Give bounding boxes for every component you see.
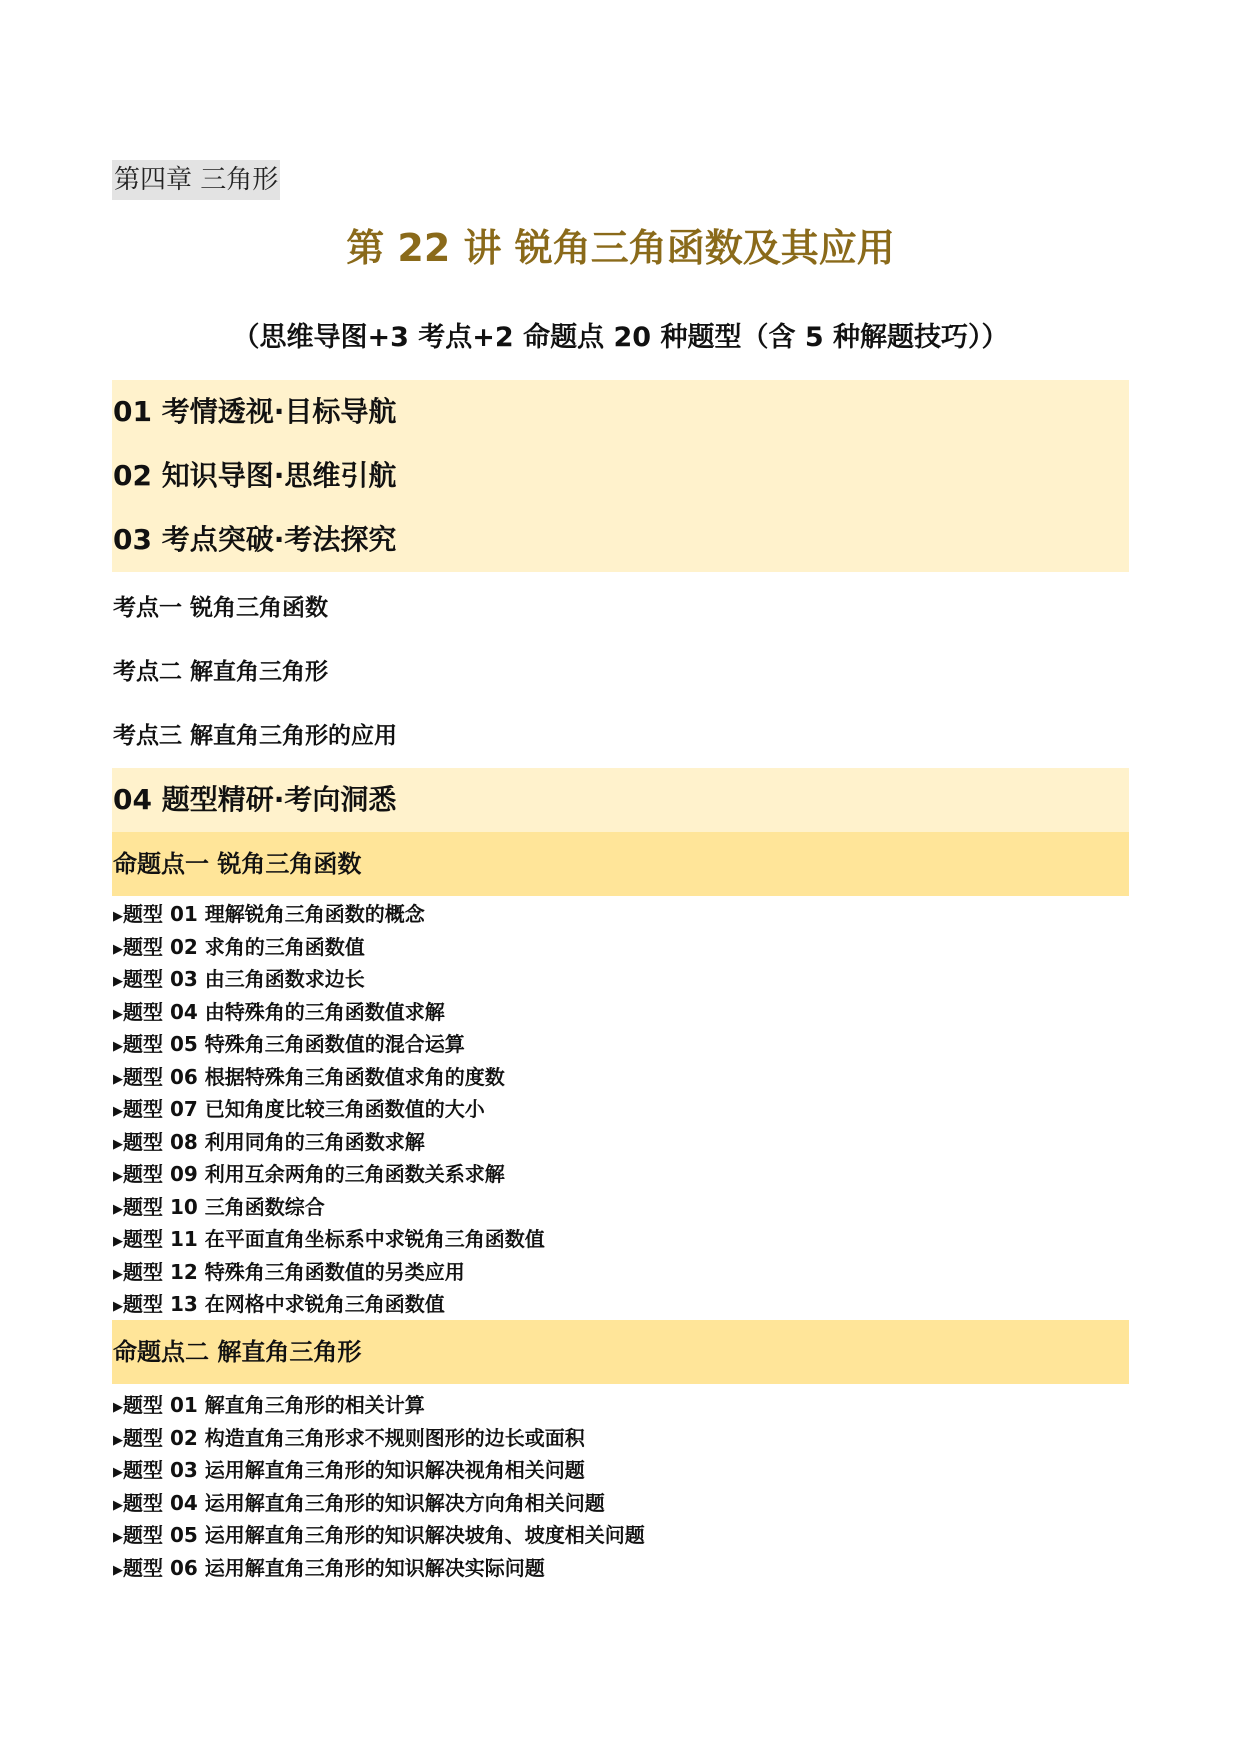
toc-section-02[interactable]: 02 知识导图·思维引航 [113, 459, 397, 492]
toc-section-03[interactable]: 03 考点突破·考法探究 [113, 523, 397, 556]
bullet-icon: ▶ [113, 1234, 123, 1249]
toc-kaodian-1[interactable]: 考点一 锐角三角函数 [113, 595, 329, 621]
toc-kaodian-3[interactable]: 考点三 解直角三角形的应用 [113, 723, 398, 749]
list-item[interactable]: ▶题型 11 在平面直角坐标系中求锐角三角函数值 [113, 1223, 545, 1256]
list-item[interactable]: ▶题型 06 运用解直角三角形的知识解决实际问题 [113, 1552, 645, 1585]
mingti-1-list [113, 898, 545, 1321]
list-item[interactable]: ▶题型 04 由特殊角的三角函数值求解 [113, 996, 545, 1029]
page-title: 第 22 讲 锐角三角函数及其应用 [346, 226, 895, 270]
bullet-icon: ▶ [113, 1136, 123, 1152]
toc-mingti-2[interactable]: 命题点二 解直角三角形 [113, 1338, 362, 1366]
bullet-icon: ▶ [113, 1039, 123, 1054]
list-item[interactable]: ▶题型 01 理解锐角三角函数的概念 [113, 898, 545, 931]
list-item[interactable]: ▶题型 12 特殊角三角函数值的另类应用 [113, 1256, 545, 1289]
mingti-2-list [113, 1389, 645, 1584]
list-item[interactable]: ▶题型 03 由三角函数求边长 [113, 963, 545, 996]
bullet-icon: ▶ [113, 1530, 123, 1545]
list-item[interactable]: ▶题型 13 在网格中求锐角三角函数值 [113, 1288, 545, 1321]
bullet-icon: ▶ [113, 1299, 123, 1314]
bullet-icon: ▶ [113, 1465, 123, 1480]
page-subtitle: （思维导图+3 考点+2 命题点 20 种题型（含 5 种解题技巧）） [232, 322, 1009, 353]
bullet-icon: ▶ [113, 974, 123, 989]
toc-section-01[interactable]: 01 考情透视·目标导航 [113, 395, 397, 428]
list-item[interactable]: ▶题型 02 构造直角三角形求不规则图形的边长或面积 [113, 1422, 645, 1455]
chapter-label: 第四章 三角形 [112, 160, 280, 200]
toc-mingti-1[interactable]: 命题点一 锐角三角函数 [113, 850, 362, 878]
list-item[interactable]: ▶题型 05 运用解直角三角形的知识解决坡角、坡度相关问题 [113, 1519, 645, 1552]
bullet-icon: ▶ [113, 1497, 123, 1513]
list-item[interactable]: ▶题型 07 已知角度比较三角函数值的大小 [113, 1093, 545, 1126]
bullet-icon: ▶ [113, 1006, 123, 1022]
bullet-icon: ▶ [113, 1562, 123, 1578]
bullet-icon: ▶ [113, 1201, 123, 1217]
list-item[interactable]: ▶题型 01 解直角三角形的相关计算 [113, 1389, 645, 1422]
bullet-icon: ▶ [113, 1400, 123, 1415]
toc-section-04[interactable]: 04 题型精研·考向洞悉 [113, 783, 397, 816]
list-item[interactable]: ▶题型 04 运用解直角三角形的知识解决方向角相关问题 [113, 1487, 645, 1520]
list-item[interactable]: ▶题型 06 根据特殊角三角函数值求角的度数 [113, 1061, 545, 1094]
list-item[interactable]: ▶题型 08 利用同角的三角函数求解 [113, 1126, 545, 1159]
bullet-icon: ▶ [113, 1266, 123, 1282]
bullet-icon: ▶ [113, 1432, 123, 1448]
toc-kaodian-2[interactable]: 考点二 解直角三角形 [113, 659, 329, 685]
bullet-icon: ▶ [113, 941, 123, 957]
bullet-icon: ▶ [113, 1071, 123, 1087]
list-item[interactable]: ▶题型 05 特殊角三角函数值的混合运算 [113, 1028, 545, 1061]
list-item[interactable]: ▶题型 03 运用解直角三角形的知识解决视角相关问题 [113, 1454, 645, 1487]
bullet-icon: ▶ [113, 1169, 123, 1184]
bullet-icon: ▶ [113, 1104, 123, 1119]
list-item[interactable]: ▶题型 10 三角函数综合 [113, 1191, 545, 1224]
list-item[interactable]: ▶题型 09 利用互余两角的三角函数关系求解 [113, 1158, 545, 1191]
bullet-icon: ▶ [113, 909, 123, 924]
list-item[interactable]: ▶题型 02 求角的三角函数值 [113, 931, 545, 964]
